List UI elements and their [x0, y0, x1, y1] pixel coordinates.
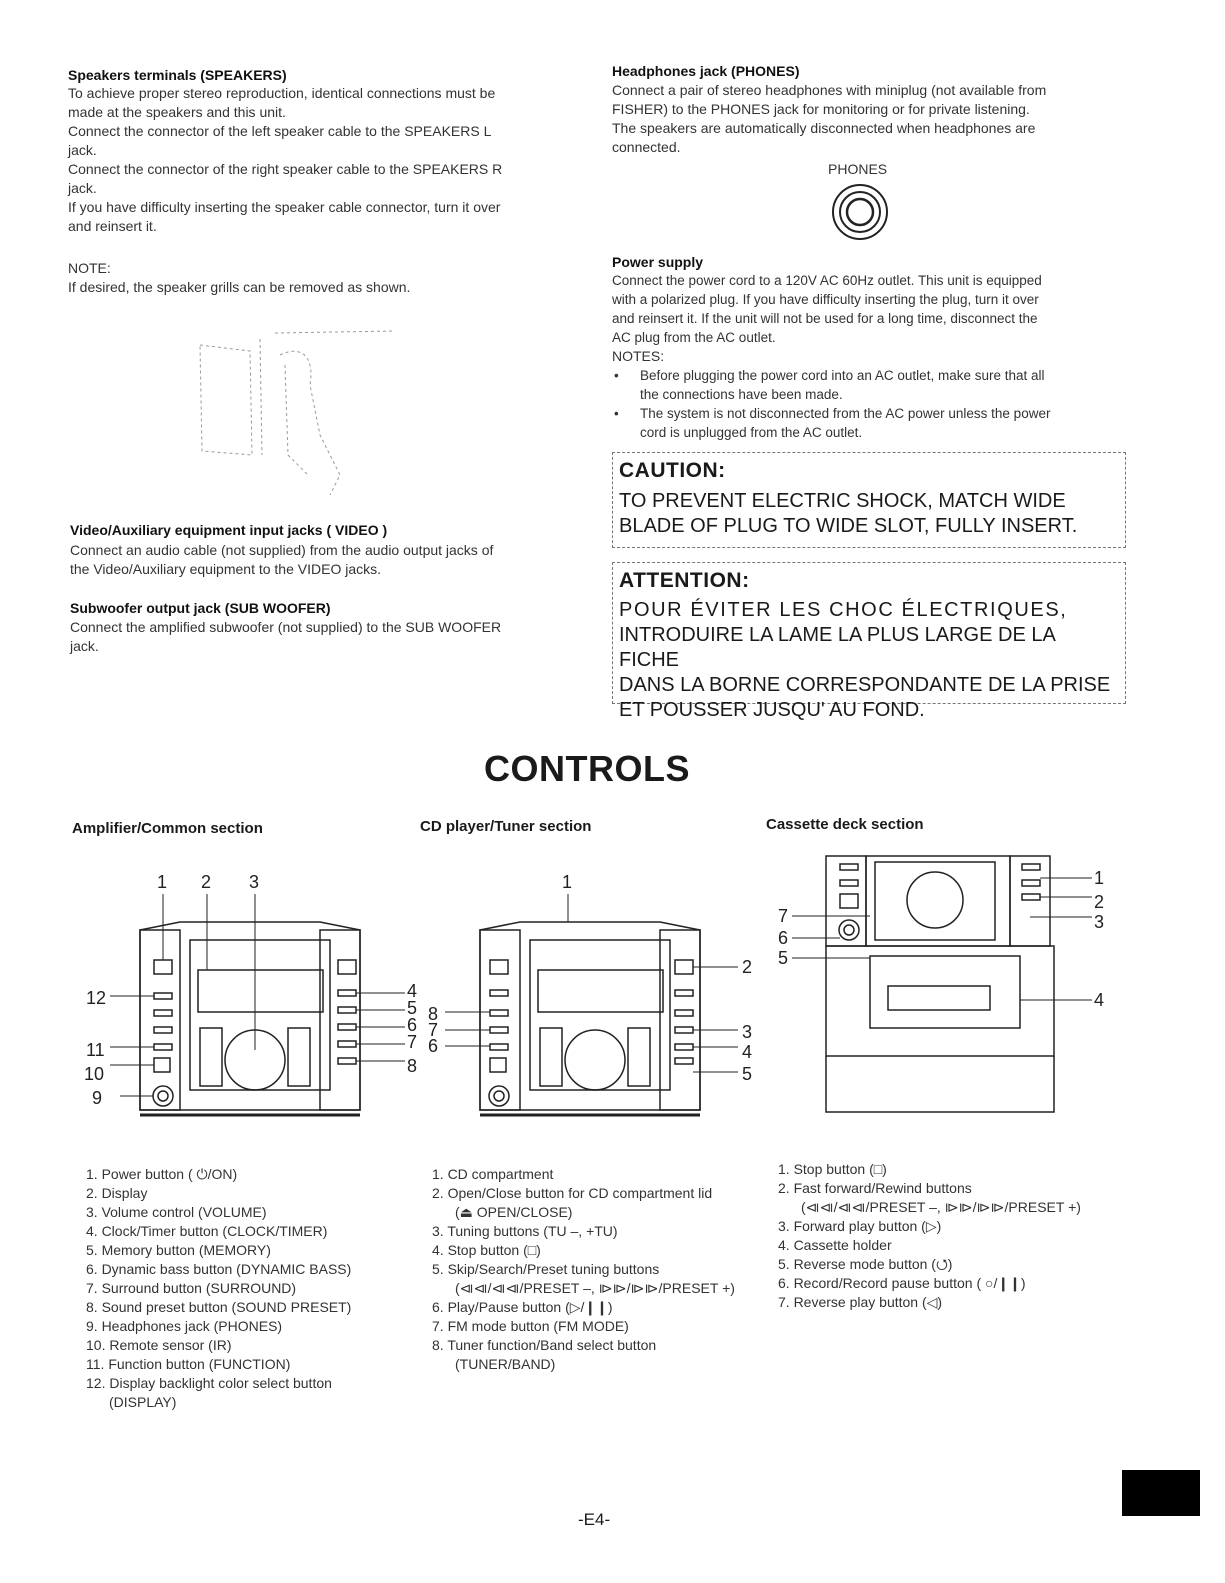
callout: 4	[742, 1042, 753, 1062]
speakers-body	[68, 84, 578, 236]
callout: 7	[778, 906, 789, 926]
list-item: 3. Volume control (VOLUME)	[86, 1204, 267, 1220]
text-line: the connections have been made.	[640, 387, 843, 402]
text-line: cord is unplugged from the AC outlet.	[640, 425, 863, 440]
list-item: 4. Clock/Timer button (CLOCK/TIMER)	[86, 1223, 328, 1239]
list-item: 7. Reverse play button (◁)	[778, 1294, 943, 1310]
video-heading: Video/Auxiliary equipment input jacks ( VIDEO )	[70, 522, 388, 538]
phones-jack-label: PHONES	[828, 161, 888, 177]
headphones-heading: Headphones jack (PHONES)	[612, 63, 800, 79]
callout: 4	[407, 981, 418, 1001]
callout: 2	[201, 872, 212, 892]
list-item: 2. Fast forward/Rewind buttons	[778, 1180, 972, 1196]
list-item	[612, 404, 1122, 442]
callout: 5	[407, 998, 418, 1018]
text-line: with a polarized plug. If you have difficulty inserting the plug, turn it over	[612, 292, 1039, 307]
subwoofer-heading: Subwoofer output jack (SUB WOOFER)	[70, 600, 331, 616]
callout: 10	[84, 1064, 105, 1084]
callout: 3	[742, 1022, 753, 1042]
list-item: 5. Reverse mode button (⭯)	[778, 1256, 953, 1272]
list-item: 8. Sound preset button (SOUND PRESET)	[86, 1299, 352, 1315]
text-line: and reinsert it. If the unit will not be used for a long time, disconnect the	[612, 311, 1038, 326]
attention-line: INTRODUIRE LA LAME LA PLUS LARGE DE LA FICHE	[619, 624, 1055, 671]
list-item: 2. Display	[86, 1185, 148, 1201]
caution-line: TO PREVENT ELECTRIC SHOCK, MATCH WIDE	[619, 490, 1066, 512]
text-line: The speakers are automatically disconnected when headphones are	[612, 120, 1036, 136]
callout: 12	[86, 988, 107, 1008]
amplifier-diagram	[80, 860, 430, 1130]
video-body	[70, 541, 580, 579]
note-label: NOTE:	[68, 260, 111, 276]
list-item: 1. Stop button (□)	[778, 1161, 887, 1177]
power-heading: Power supply	[612, 254, 704, 270]
text-line: Connect the connector of the right speaker cable to the SPEAKERS R	[68, 161, 503, 177]
callout: 1	[562, 872, 573, 892]
callout: 1	[1094, 868, 1105, 888]
attention-line: DANS LA BORNE CORRESPONDANTE DE LA PRISE	[619, 674, 1111, 696]
list-item: 5. Memory button (MEMORY)	[86, 1242, 271, 1258]
callout: 2	[1094, 892, 1105, 912]
text-line: Connect the amplified subwoofer (not supplied) to the SUB WOOFER	[70, 619, 502, 635]
cd-section-title: CD player/Tuner section	[420, 818, 592, 835]
list-item: 3. Forward play button (▷)	[778, 1218, 942, 1234]
list-item: (⧏⧏/⧏⧏/PRESET –, ⧐⧐/⧐⧐/PRESET +)	[801, 1199, 1081, 1215]
list-item: 6. Record/Record pause button ( ○/❙❙)	[778, 1275, 1026, 1291]
caution-title: CAUTION:	[619, 459, 726, 482]
page-edge-tab	[1122, 1470, 1200, 1516]
text-line: jack.	[70, 638, 99, 654]
text-line: • Before plugging the power cord into an AC outlet, make sure that all	[640, 368, 1045, 383]
text-line: FISHER) to the PHONES jack for monitoring or for private listening.	[612, 101, 1030, 117]
list-item: 4. Stop button (□)	[432, 1242, 541, 1258]
list-item: 2. Open/Close button for CD compartment lid	[432, 1185, 713, 1201]
list-item: 6. Play/Pause button (▷/❙❙)	[432, 1299, 613, 1315]
subwoofer-body	[70, 618, 580, 656]
list-item: 7. FM mode button (FM MODE)	[432, 1318, 629, 1334]
callout: 8	[428, 1004, 439, 1024]
list-item: 5. Skip/Search/Preset tuning buttons	[432, 1261, 660, 1277]
text-line: To achieve proper stereo reproduction, identical connections must be	[68, 85, 496, 101]
text-line: the Video/Auxiliary equipment to the VIDEO jacks.	[70, 561, 382, 577]
list-item: (⏏ OPEN/CLOSE)	[455, 1204, 573, 1220]
attention-line: ET POUSSER JUSQU' AU FOND.	[619, 699, 925, 721]
callout: 4	[1094, 990, 1105, 1010]
text-line: Connect the connector of the left speaker cable to the SPEAKERS L	[68, 123, 492, 139]
caution-line: BLADE OF PLUG TO WIDE SLOT, FULLY INSERT.	[619, 515, 1078, 537]
callout: 9	[92, 1088, 103, 1108]
text-line: made at the speakers and this unit.	[68, 104, 286, 120]
list-item: 9. Headphones jack (PHONES)	[86, 1318, 283, 1334]
list-item: 12. Display backlight color select button	[86, 1375, 332, 1391]
callout: 6	[778, 928, 789, 948]
list-item: 3. Tuning buttons (TU –, +TU)	[432, 1223, 618, 1239]
list-item	[612, 366, 1122, 404]
text-line: If you have difficulty inserting the speaker cable connector, turn it over	[68, 199, 501, 215]
amplifier-controls-list	[86, 1165, 351, 1412]
list-item: 1. CD compartment	[432, 1166, 554, 1182]
list-item: 10. Remote sensor (IR)	[86, 1337, 232, 1353]
callout: 5	[778, 948, 789, 968]
cd-controls-list	[432, 1165, 735, 1374]
speaker-grill-illustration	[190, 325, 420, 505]
callout: 7	[428, 1020, 439, 1040]
controls-title: CONTROLS	[484, 748, 690, 789]
cd-player-diagram	[420, 860, 770, 1130]
list-item: 6. Dynamic bass button (DYNAMIC BASS)	[86, 1261, 352, 1277]
callout: 2	[742, 957, 753, 977]
caution-box	[612, 452, 1126, 548]
page-number: -E4-	[578, 1510, 611, 1529]
cassette-controls-list	[778, 1160, 1081, 1312]
text-line: jack.	[68, 142, 97, 158]
text-line: • The system is not disconnected from the AC power unless the power	[640, 406, 1051, 421]
text-line: Connect the power cord to a 120V AC 60Hz outlet. This unit is equipped	[612, 273, 1042, 288]
note-text: If desired, the speaker grills can be removed as shown.	[68, 279, 411, 295]
callout: 3	[249, 872, 260, 892]
text-line: connected.	[612, 139, 681, 155]
callout: 6	[407, 1015, 418, 1035]
callout: 6	[428, 1036, 439, 1056]
power-notes-list	[612, 366, 1122, 442]
callout: 1	[157, 872, 168, 892]
list-item: 8. Tuner function/Band select button	[432, 1337, 657, 1353]
list-item: 11. Function button (FUNCTION)	[86, 1356, 291, 1372]
cassette-deck-diagram	[770, 850, 1120, 1120]
callout: 5	[742, 1064, 753, 1084]
attention-box	[612, 562, 1126, 721]
phones-jack-icon	[830, 182, 890, 242]
speakers-heading: Speakers terminals (SPEAKERS)	[68, 67, 287, 83]
text-line: Connect a pair of stereo headphones with miniplug (not available from	[612, 82, 1047, 98]
list-item: (DISPLAY)	[109, 1394, 177, 1410]
callout: 7	[407, 1032, 418, 1052]
headphones-body	[612, 81, 1122, 157]
list-item: (⧏⧏/⧏⧏/PRESET –, ⧐⧐/⧐⧐/PRESET +)	[455, 1280, 735, 1296]
callout: 8	[407, 1056, 418, 1076]
text-line: and reinsert it.	[68, 218, 157, 234]
list-item: 7. Surround button (SURROUND)	[86, 1280, 297, 1296]
list-item: 1. Power button ( ⏻/ON)	[86, 1166, 238, 1182]
amplifier-section-title: Amplifier/Common section	[72, 820, 263, 837]
list-item: 4. Cassette holder	[778, 1237, 892, 1253]
attention-title: ATTENTION:	[619, 569, 750, 592]
text-line: Connect an audio cable (not supplied) from the audio output jacks of	[70, 542, 494, 558]
callout: 3	[1094, 912, 1105, 932]
attention-line: POUR ÉVITER LES CHOC ÉLECTRIQUES,	[619, 599, 1068, 621]
power-notes-label: NOTES:	[612, 348, 665, 364]
callout: 11	[86, 1040, 105, 1060]
text-line: AC plug from the AC outlet.	[612, 330, 776, 345]
cassette-section-title: Cassette deck section	[766, 816, 924, 833]
list-item: (TUNER/BAND)	[455, 1356, 556, 1372]
text-line: jack.	[68, 180, 97, 196]
power-body	[612, 271, 1122, 347]
